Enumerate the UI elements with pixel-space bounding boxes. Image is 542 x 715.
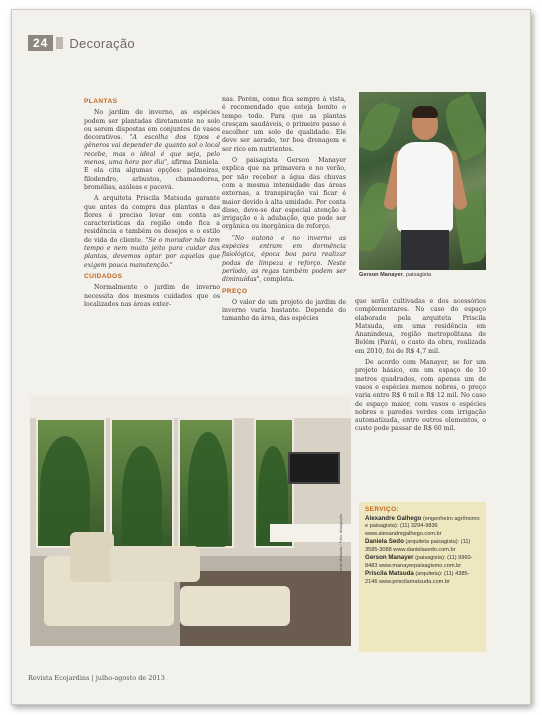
portrait-caption [359,272,486,278]
quote-text: "A escolha dos tipos e gêneros vai depender de quanto sol o local recebe, mas o ideal é que seja, pelo menos, uma hora por dia", [84,134,220,167]
page-number: 24 [28,35,53,51]
service-entry [365,515,480,539]
paragraph: que serão cultivadas e dos acessórios complementares. No caso do espaço elaborado pela arquiteta Priscila Matsuda, em uma residência em Ananindeua, região metropolitana de Belém (Pará), o custo da obra, realizada em 2010, foi de R$ 4,7 mil. [355,298,486,355]
paragraph [84,109,220,192]
person-jeans [401,230,449,270]
page-footer: Revista Ecojardins | julho-agosto de 2013 [28,674,165,682]
service-entry [365,554,480,570]
paragraph-text: No jardim de inverno, as espécies podem ser plantadas diretamente no solo ou serem dispostas em conjuntos de vasos decorativos. [84,109,220,142]
heading-price: PREÇO [222,287,248,295]
service-entry [365,570,480,586]
text-column-3 [355,298,486,437]
paragraph-text: A arquiteta Priscila Matsuda garante que antes da compra das plantas e das flores é preciso levar em conta as características da região onde fica a residência e também os desejos e o estilo de vida do cliente. [84,195,220,244]
service-detail: (arquiteta): (11) 4385-2146 www.priscilamatsuda.com.br [365,571,470,585]
service-title: SERVIÇO: [365,506,399,513]
ottoman [180,586,290,626]
text-column-2 [222,96,346,327]
service-name: Gerson Manayer [365,554,414,561]
caption-role: , paisagista [402,272,432,278]
person-shirt [397,142,453,232]
sofa-cushion [70,532,114,582]
paragraph: O paisagista Gerson Manayer explica que na primavera e no verão, por não receber a água das chuvas com a mesma intensidade das áreas externas, a transpiração vai ficar é maior devido à alta umidade. Por conta disso, deve-se dar especial atenção à irrigação e à adubação, que pode ser orgânica ou inorgânica de reforço. [222,157,346,231]
foliage [359,98,401,155]
paragraph: De acordo com Manayer, se for um projeto básico, em um espaço de 10 metros quadrados, com apenas um de vasos e espécies menos nobres, o preço varia entre R$ 6 mil e R$ 12 mil. No caso de espaço maior, com vasos e espécies nobres e paredes verdes com irrigação automatizada, entre outros elementos, o custo pode passar de R$ 60 mil. [355,359,486,433]
header-marker [56,37,63,49]
photo-credit: Priscila Matsuda / Foto: divulgação [338,513,343,576]
service-name: Priscila Matsuda [365,570,414,577]
portrait-photo [359,92,486,270]
service-detail: (arquiteta paisagista): (11) 3585-3088 www.danielasedo.com.br [365,539,471,553]
paragraph [84,195,220,270]
caption-name: Gerson Manayer [359,272,403,278]
quote-text: "No outono e no inverno as espécies entram em dormência fisiológica, época boa para realizar podas de limpeza e reforço. Neste período, as regas também podem ser diminuídas", [222,234,346,284]
garden-plant [40,436,90,546]
garden-plant [188,432,228,547]
page-header [28,34,135,52]
ceiling [30,396,351,418]
heading-plants: PLANTAS [84,98,118,105]
service-detail: (engenheiro agrônomo e paisagista): (11) 3294-9836 www.alexandregalhego.com.br [365,515,480,537]
sofa-back [110,546,200,582]
heading-care: CUIDADOS [84,272,123,280]
text-column-1 [84,96,220,312]
paragraph-text: completa. [263,276,295,284]
television [288,452,340,484]
quote-text: "Se o morador não tem tempo e nem muito jeito para cuidar das plantas, devemos optar por aquelas que exigem pouca manutenção." [84,236,220,269]
paragraph: nas. Porém, como fica sempre à vista, é recomendado que esteja bonito o tempo todo. Para que as plantas cresçam saudáveis, o primeiro passo é escolher um solo de qualidade. Ele deve ser aerado, ter boa drenagem e ser rico em nutrientes. [222,96,346,153]
service-name: Daniela Sedo [365,538,404,545]
paragraph [222,235,346,285]
winter-garden-photo [30,396,351,646]
garden-plant [122,446,162,546]
service-detail: (paisagista): (11) 9960-8483 www.manayerpaisagismo.com.br [365,555,473,569]
paragraph: O valor de um projeto de jardim de inverno varia bastante. Depende do tamanho da área, das espécies [222,298,346,323]
service-box [359,502,486,652]
magazine-page [11,9,531,705]
service-name: Alexandre Galhego [365,514,422,522]
paragraph-text: afirma Daniela. E ela cita algumas opções: palmeiras, filodendro, arbustos, chamaedorea, bromélias, azáleas e pacová. [84,159,220,191]
person-hair [412,106,438,118]
paragraph: Normalmente o jardim de inverno necessita dos mesmos cuidados que os localizados nas áreas exter- [84,284,220,308]
service-entry [365,538,480,554]
section-title: Decoração [69,35,135,51]
